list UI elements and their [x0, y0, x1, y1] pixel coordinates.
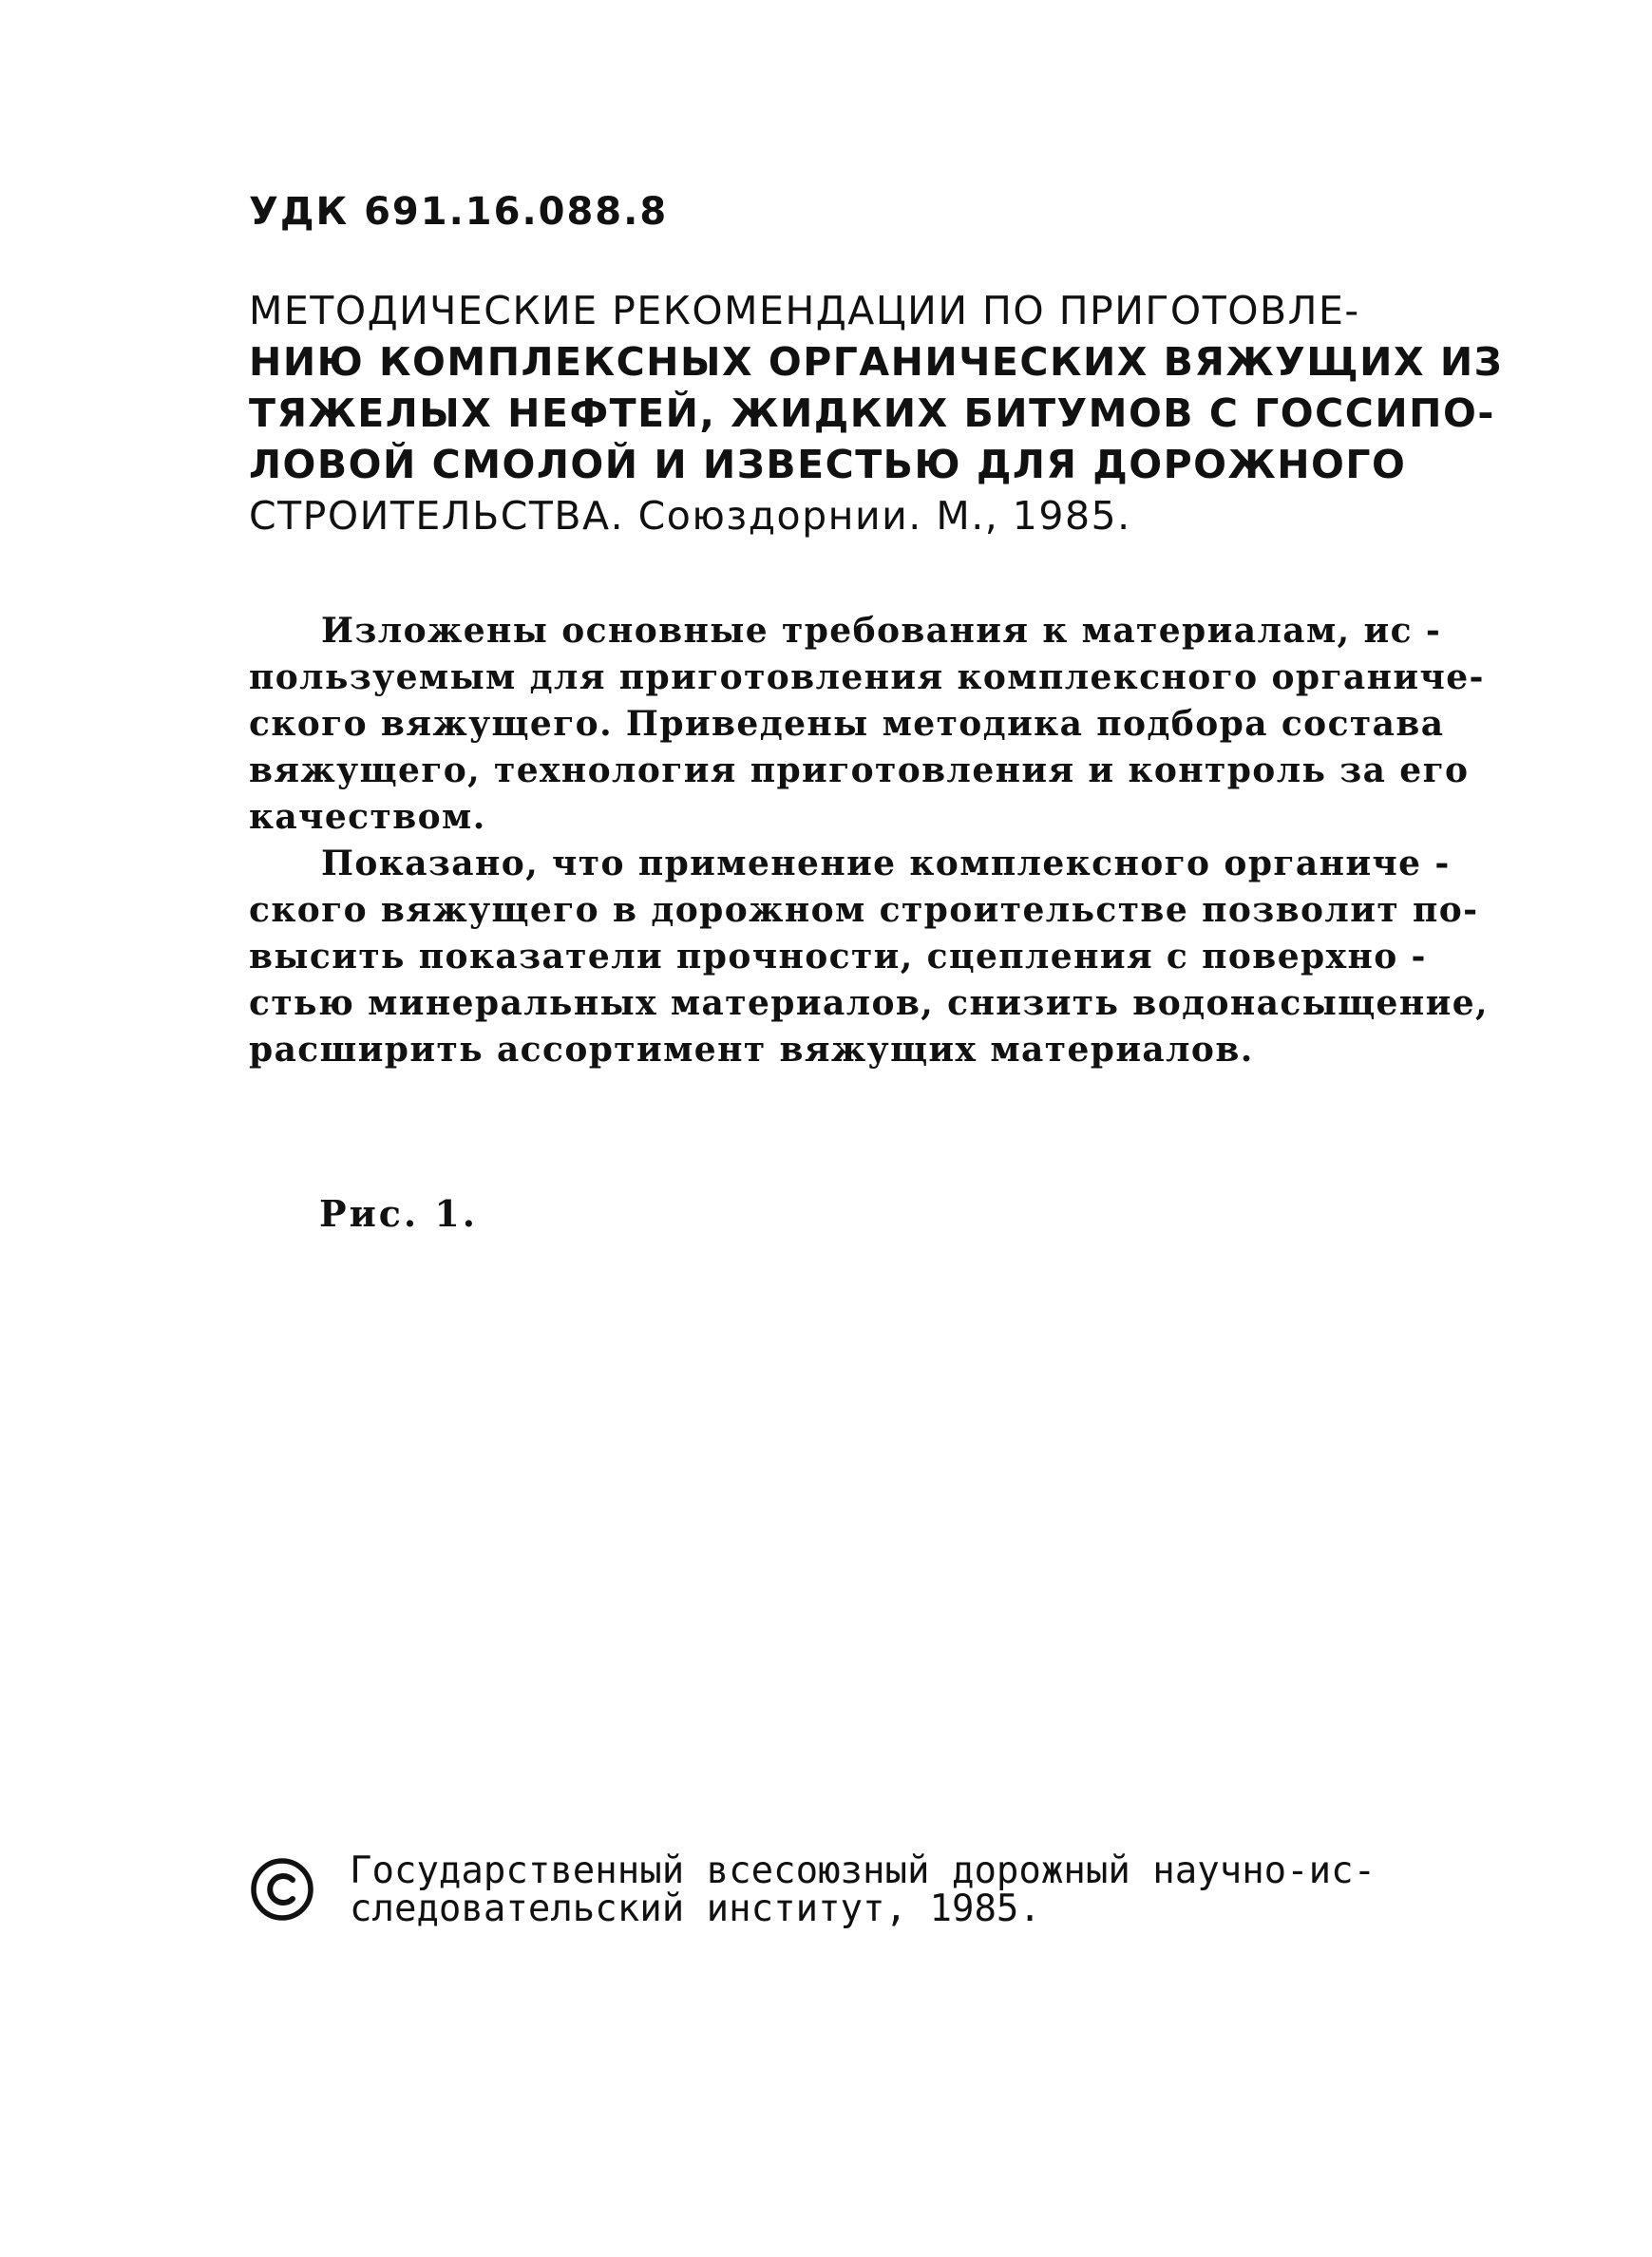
title-line: ТЯЖЕЛЫХ НЕФТЕЙ, ЖИДКИХ БИТУМОВ С ГОССИПО-	[249, 390, 1495, 436]
copyright-icon	[249, 1856, 315, 1923]
title-last-caps: СТРОИТЕЛЬСТВА.	[249, 493, 625, 539]
copyright-line: следовательский институт, 1985.	[350, 1887, 1041, 1930]
abstract-line: качеством.	[249, 797, 486, 837]
abstract-line: Показано, что применение комплексного органиче -	[321, 844, 1451, 883]
figure-reference: Рис. 1.	[319, 1192, 479, 1235]
abstract-line: ского вяжущего в дорожном строительстве позволит по-	[249, 890, 1479, 930]
abstract-line: ского вяжущего. Приведены методика подбора состава	[249, 704, 1445, 744]
abstract-line: высить показатели прочности, сцепления с поверхно -	[249, 937, 1427, 977]
abstract-line: вяжущего, технология приготовления и контроль за его	[249, 750, 1470, 790]
abstract	[249, 608, 1489, 1073]
abstract-line: расширить ассортимент вяжущих материалов.	[249, 1030, 1254, 1070]
copyright-line: Государственный всесоюзный дорожный научно-ис-	[350, 1849, 1377, 1892]
abstract-line: пользуемым для приготовления комплексного органиче-	[249, 657, 1485, 697]
copyright-text	[350, 1849, 1490, 1930]
copyright-block	[249, 1849, 1503, 1966]
abstract-line: Изложены основные требования к материалам, ис -	[321, 611, 1442, 651]
abstract-line: стью минеральных материалов, снизить водонасыщение,	[249, 983, 1489, 1023]
udk-code: УДК 691.16.088.8	[249, 190, 669, 234]
title-line: НИЮ КОМПЛЕКСНЫХ ОРГАНИЧЕСКИХ ВЯЖУЩИХ ИЗ	[249, 339, 1504, 385]
document-title	[249, 285, 1503, 541]
publisher-info: Союздорнии. М., 1985.	[637, 493, 1131, 539]
title-last-line	[249, 490, 1503, 541]
title-line: МЕТОДИЧЕСКИЕ РЕКОМЕНДАЦИИ ПО ПРИГОТОВЛЕ-	[249, 288, 1360, 333]
title-line: ЛОВОЙ СМОЛОЙ И ИЗВЕСТЬЮ ДЛЯ ДОРОЖНОГО	[249, 442, 1407, 487]
